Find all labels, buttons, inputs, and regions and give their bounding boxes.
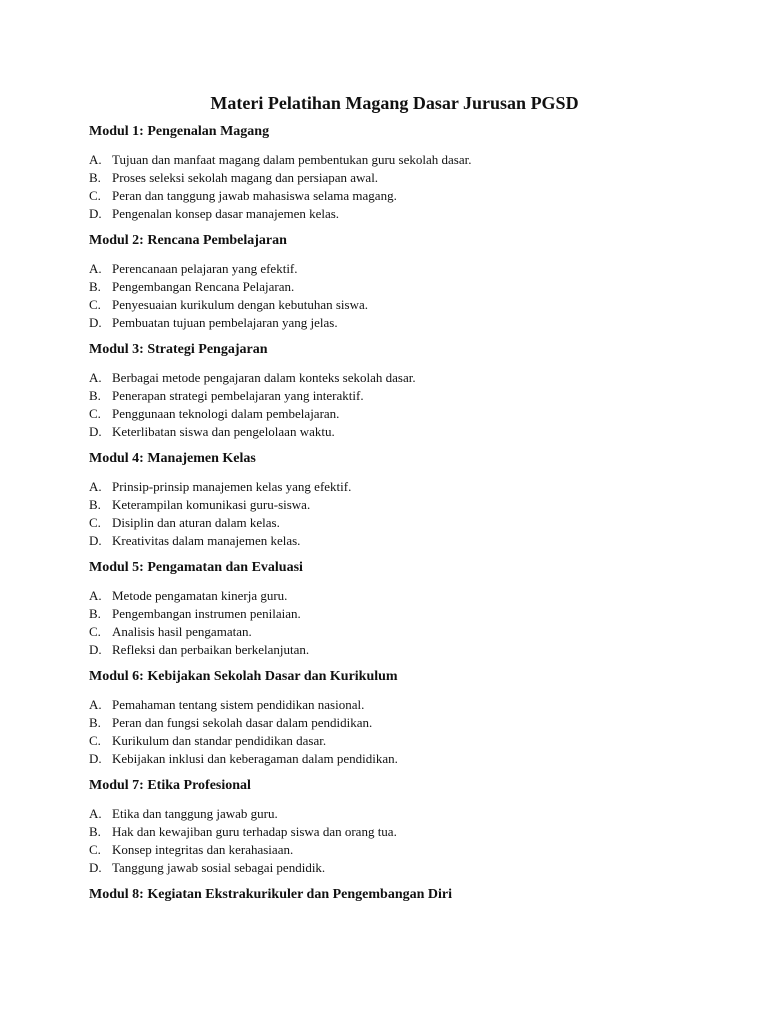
- list-item: [89, 532, 708, 550]
- list-item: [89, 296, 708, 314]
- list-item-text: Pengembangan Rencana Pelajaran.: [112, 279, 295, 294]
- module-item-list: [89, 805, 708, 877]
- list-item-text: Metode pengamatan kinerja guru.: [112, 588, 288, 603]
- list-item: [89, 278, 708, 296]
- list-item-letter: D.: [89, 533, 102, 548]
- list-item-letter: B.: [89, 279, 101, 294]
- module-section: [89, 341, 708, 441]
- module-heading: Modul 1: Pengenalan Magang: [89, 124, 270, 139]
- list-item-text: Hak dan kewajiban guru terhadap siswa dan orang tua.: [112, 824, 397, 839]
- list-item: [89, 478, 708, 496]
- list-item-letter: C.: [89, 406, 101, 421]
- list-item: [89, 405, 708, 423]
- module-heading: Modul 2: Rencana Pembelajaran: [89, 233, 287, 248]
- list-item: [89, 587, 708, 605]
- list-item-text: Peran dan fungsi sekolah dasar dalam pendidikan.: [112, 715, 373, 730]
- list-item-letter: A.: [89, 152, 102, 167]
- list-item-text: Proses seleksi sekolah magang dan persiapan awal.: [112, 170, 379, 185]
- list-item-text: Penyesuaian kurikulum dengan kebutuhan siswa.: [112, 297, 368, 312]
- list-item: [89, 823, 708, 841]
- list-item: [89, 732, 708, 750]
- module-item-list: [89, 369, 708, 441]
- list-item: [89, 841, 708, 859]
- list-item: [89, 260, 708, 278]
- list-item-text: Penerapan strategi pembelajaran yang interaktif.: [112, 388, 364, 403]
- list-item-letter: A.: [89, 261, 102, 276]
- list-item-letter: C.: [89, 733, 101, 748]
- list-item-letter: B.: [89, 715, 101, 730]
- list-item-text: Disiplin dan aturan dalam kelas.: [112, 515, 280, 530]
- module-section: [89, 886, 708, 904]
- module-item-list: [89, 151, 708, 223]
- list-item-letter: A.: [89, 588, 102, 603]
- list-item: [89, 859, 708, 877]
- module-item-list: [89, 696, 708, 768]
- list-item-letter: B.: [89, 606, 101, 621]
- list-item: [89, 423, 708, 441]
- module-item-list: [89, 587, 708, 659]
- list-item: [89, 750, 708, 768]
- module-section: [89, 232, 708, 332]
- module-item-list: [89, 478, 708, 550]
- list-item-letter: C.: [89, 624, 101, 639]
- list-item: [89, 387, 708, 405]
- list-item-text: Keterampilan komunikasi guru-siswa.: [112, 497, 311, 512]
- list-item: [89, 496, 708, 514]
- list-item-text: Etika dan tanggung jawab guru.: [112, 806, 278, 821]
- list-item-letter: B.: [89, 388, 101, 403]
- list-item-letter: A.: [89, 479, 102, 494]
- page-title: Materi Pelatihan Magang Dasar Jurusan PGSD: [210, 93, 579, 113]
- list-item: [89, 369, 708, 387]
- list-item-text: Prinsip-prinsip manajemen kelas yang efektif.: [112, 479, 352, 494]
- list-item-text: Keterlibatan siswa dan pengelolaan waktu.: [112, 424, 335, 439]
- list-item: [89, 714, 708, 732]
- list-item: [89, 696, 708, 714]
- list-item-letter: C.: [89, 515, 101, 530]
- list-item-text: Penggunaan teknologi dalam pembelajaran.: [112, 406, 340, 421]
- list-item-letter: A.: [89, 370, 102, 385]
- list-item-letter: C.: [89, 297, 101, 312]
- list-item-letter: D.: [89, 751, 102, 766]
- module-item-list: [89, 260, 708, 332]
- list-item-letter: D.: [89, 206, 102, 221]
- list-item-text: Tanggung jawab sosial sebagai pendidik.: [112, 860, 326, 875]
- list-item: [89, 314, 708, 332]
- list-item: [89, 641, 708, 659]
- list-item-text: Pengembangan instrumen penilaian.: [112, 606, 301, 621]
- module-section: [89, 450, 708, 550]
- list-item-letter: D.: [89, 860, 102, 875]
- list-item-letter: D.: [89, 642, 102, 657]
- list-item-text: Tujuan dan manfaat magang dalam pembentukan guru sekolah dasar.: [112, 152, 472, 167]
- module-heading: Modul 7: Etika Profesional: [89, 778, 251, 793]
- module-section: [89, 559, 708, 659]
- module-section: [89, 668, 708, 768]
- list-item-text: Berbagai metode pengajaran dalam konteks sekolah dasar.: [112, 370, 416, 385]
- list-item: [89, 205, 708, 223]
- module-heading: Modul 3: Strategi Pengajaran: [89, 342, 268, 357]
- list-item-letter: D.: [89, 315, 102, 330]
- list-item-letter: A.: [89, 697, 102, 712]
- list-item: [89, 187, 708, 205]
- list-item-text: Perencanaan pelajaran yang efektif.: [112, 261, 298, 276]
- module-section: [89, 777, 708, 877]
- list-item-text: Peran dan tanggung jawab mahasiswa selama magang.: [112, 188, 397, 203]
- module-heading: Modul 8: Kegiatan Ekstrakurikuler dan Pengembangan Diri: [89, 887, 453, 902]
- list-item: [89, 623, 708, 641]
- list-item-text: Refleksi dan perbaikan berkelanjutan.: [112, 642, 310, 657]
- list-item: [89, 805, 708, 823]
- list-item-letter: A.: [89, 806, 102, 821]
- list-item-text: Kreativitas dalam manajemen kelas.: [112, 533, 301, 548]
- list-item-text: Pembuatan tujuan pembelajaran yang jelas.: [112, 315, 338, 330]
- list-item-text: Konsep integritas dan kerahasiaan.: [112, 842, 294, 857]
- list-item-letter: C.: [89, 188, 101, 203]
- list-item: [89, 514, 708, 532]
- list-item-letter: B.: [89, 824, 101, 839]
- list-item: [89, 169, 708, 187]
- list-item-text: Kurikulum dan standar pendidikan dasar.: [112, 733, 327, 748]
- module-list: [89, 123, 708, 904]
- list-item-letter: B.: [89, 497, 101, 512]
- module-heading: Modul 6: Kebijakan Sekolah Dasar dan Kurikulum: [89, 669, 398, 684]
- module-heading: Modul 5: Pengamatan dan Evaluasi: [89, 560, 303, 575]
- module-section: [89, 123, 708, 223]
- list-item-letter: B.: [89, 170, 101, 185]
- list-item-text: Kebijakan inklusi dan keberagaman dalam pendidikan.: [112, 751, 398, 766]
- list-item-letter: C.: [89, 842, 101, 857]
- list-item-text: Pengenalan konsep dasar manajemen kelas.: [112, 206, 340, 221]
- list-item: [89, 151, 708, 169]
- list-item: [89, 605, 708, 623]
- list-item-text: Pemahaman tentang sistem pendidikan nasional.: [112, 697, 365, 712]
- list-item-text: Analisis hasil pengamatan.: [112, 624, 252, 639]
- list-item-letter: D.: [89, 424, 102, 439]
- module-heading: Modul 4: Manajemen Kelas: [89, 451, 256, 466]
